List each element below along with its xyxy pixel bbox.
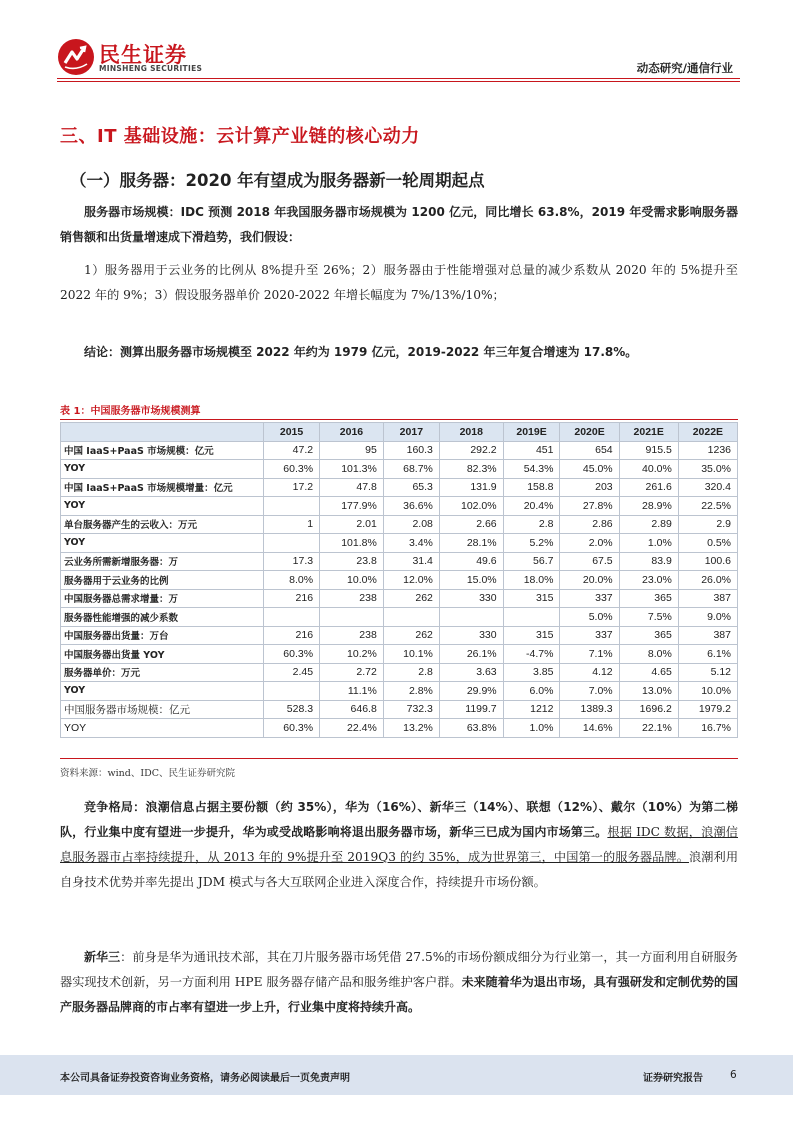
row-label: YOY xyxy=(61,534,264,553)
row-label: 服务器性能增强的减少系数 xyxy=(61,608,264,627)
table-row xyxy=(61,441,738,460)
table-cell: 330 xyxy=(439,589,503,608)
table-cell: 915.5 xyxy=(619,441,678,460)
table-cell: 2.01 xyxy=(320,515,384,534)
header-cell-year: 2019E xyxy=(503,423,560,442)
table-cell: 10.1% xyxy=(383,645,439,664)
table-cell: 315 xyxy=(503,626,560,645)
footer-disclaimer: 本公司具备证券投资咨询业务资格，请务必阅读最后一页免责声明 xyxy=(60,1073,350,1084)
table-cell: 654 xyxy=(560,441,619,460)
row-label: 中国 IaaS+PaaS 市场规模：亿元 xyxy=(61,441,264,460)
table-cell: 5.2% xyxy=(503,534,560,553)
table-cell: 20.0% xyxy=(560,571,619,590)
row-label: 服务器单价：万元 xyxy=(61,663,264,682)
table-cell: 337 xyxy=(560,589,619,608)
table-cell xyxy=(264,682,320,701)
row-label: 中国服务器出货量 YOY xyxy=(61,645,264,664)
table-cell: 16.7% xyxy=(678,719,737,738)
table-bottom-rule xyxy=(60,758,738,759)
table-cell: 387 xyxy=(678,626,737,645)
table-cell: 22.4% xyxy=(320,719,384,738)
header-cell-year: 2022E xyxy=(678,423,737,442)
header-divider xyxy=(57,78,740,79)
competition-normal: 浪潮利用自身技术优势并率先提出 JDM 模式与各大互联网企业进入深度合作，持续提升市场份额。 xyxy=(60,850,739,889)
row-label: 服务器用于云业务的比例 xyxy=(61,571,264,590)
table-cell: 22.5% xyxy=(678,497,737,516)
paragraph-competition xyxy=(60,795,738,895)
h3c-lead: 新华三 xyxy=(84,950,121,964)
table-cell: 63.8% xyxy=(439,719,503,738)
table-cell: 1236 xyxy=(678,441,737,460)
table-cell: 15.0% xyxy=(439,571,503,590)
row-label: 中国服务器出货量：万台 xyxy=(61,626,264,645)
table-row xyxy=(61,589,738,608)
table-cell: 12.0% xyxy=(383,571,439,590)
row-label: 中国服务器市场规模：亿元 xyxy=(61,700,264,719)
table-cell: 646.8 xyxy=(320,700,384,719)
table-cell: 27.8% xyxy=(560,497,619,516)
table-cell: 13.2% xyxy=(383,719,439,738)
table-cell: 101.3% xyxy=(320,460,384,479)
table-cell: 95 xyxy=(320,441,384,460)
table-cell: 10.0% xyxy=(320,571,384,590)
table-cell xyxy=(320,608,384,627)
header-cell-year: 2020E xyxy=(560,423,619,442)
table-cell: 337 xyxy=(560,626,619,645)
table-cell: 4.65 xyxy=(619,663,678,682)
competition-underlined: 根据 IDC 数据，浪潮信息服务器市占率持续提升，从 2013 年的 9%提升至 2019Q3 的约 35%，成为世界第三，中国第一的服务器品牌。 xyxy=(60,825,738,864)
table-cell: 1.0% xyxy=(503,719,560,738)
table-cell: 177.9% xyxy=(320,497,384,516)
table-cell: 3.85 xyxy=(503,663,560,682)
table-cell: 102.0% xyxy=(439,497,503,516)
table-cell: 67.5 xyxy=(560,552,619,571)
table-cell: 40.0% xyxy=(619,460,678,479)
table-cell: 216 xyxy=(264,626,320,645)
table-cell xyxy=(383,608,439,627)
table-cell: 7.0% xyxy=(560,682,619,701)
row-label: YOY xyxy=(61,719,264,738)
table-cell: 17.3 xyxy=(264,552,320,571)
table-row xyxy=(61,460,738,479)
header-cell-year: 2018 xyxy=(439,423,503,442)
table-cell: 216 xyxy=(264,589,320,608)
table-cell: 0.5% xyxy=(678,534,737,553)
table-cell: 29.9% xyxy=(439,682,503,701)
header-divider-thin xyxy=(57,81,740,82)
paragraph-market-size xyxy=(60,200,738,250)
table-cell: 528.3 xyxy=(264,700,320,719)
table-cell: 35.0% xyxy=(678,460,737,479)
table-cell: 365 xyxy=(619,589,678,608)
table-cell: 1212 xyxy=(503,700,560,719)
header-cell-year: 2017 xyxy=(383,423,439,442)
table-cell: 3.63 xyxy=(439,663,503,682)
table-row xyxy=(61,608,738,627)
table-cell: 60.3% xyxy=(264,645,320,664)
table-cell: 36.6% xyxy=(383,497,439,516)
conclusion-text: 结论：测算出服务器市场规模至 2022 年约为 1979 亿元，2019-2022 年三年复合增速为 17.8%。 xyxy=(84,345,638,359)
table-cell xyxy=(264,497,320,516)
table-cell: 82.3% xyxy=(439,460,503,479)
footer-report-type: 证券研究报告 xyxy=(643,1073,703,1084)
table-cell: 47.8 xyxy=(320,478,384,497)
table-cell: 10.0% xyxy=(678,682,737,701)
table-cell: 2.72 xyxy=(320,663,384,682)
table-cell: 732.3 xyxy=(383,700,439,719)
table-row xyxy=(61,700,738,719)
table-cell: 31.4 xyxy=(383,552,439,571)
row-label: YOY xyxy=(61,682,264,701)
table-cell: 203 xyxy=(560,478,619,497)
h3c-normal: ：前身是华为通讯技术部，其在刀片服务器市场凭借 27.5%的市场份额成细分为行业第一，其一方面利用自研服务器实现技术创新，另一方面利用 HPE 服务器存储产品和服务维护客户群。 xyxy=(60,950,738,989)
table-cell: 1696.2 xyxy=(619,700,678,719)
page-number: 6 xyxy=(730,1069,737,1081)
table-cell: 68.7% xyxy=(383,460,439,479)
table-cell: 60.3% xyxy=(264,719,320,738)
table-cell: 1.0% xyxy=(619,534,678,553)
table-row xyxy=(61,682,738,701)
table-cell: 4.12 xyxy=(560,663,619,682)
h3c-outlook: 未来随着华为退出市场，具有强研发和定制优势的国产服务器品牌商的市占率有望进一步上升，行业集中度将持续升高。 xyxy=(60,975,738,1014)
table-row xyxy=(61,515,738,534)
table-cell: 28.9% xyxy=(619,497,678,516)
table-cell: 60.3% xyxy=(264,460,320,479)
table-row xyxy=(61,626,738,645)
table-cell: 28.1% xyxy=(439,534,503,553)
table-cell: 1199.7 xyxy=(439,700,503,719)
table-cell: 1389.3 xyxy=(560,700,619,719)
table-cell: 65.3 xyxy=(383,478,439,497)
table-row xyxy=(61,534,738,553)
market-size-text: 服务器市场规模：IDC 预测 2018 年我国服务器市场规模为 1200 亿元，同比增长 63.8%，2019 年受需求影响服务器销售额和出货量增速成下滑趋势，我们假设： xyxy=(60,205,738,244)
table-cell: 47.2 xyxy=(264,441,320,460)
table-row xyxy=(61,663,738,682)
header-cell-year: 2016 xyxy=(320,423,384,442)
table-cell: 101.8% xyxy=(320,534,384,553)
table-cell: 23.8 xyxy=(320,552,384,571)
table-cell: 387 xyxy=(678,589,737,608)
row-label: 中国 IaaS+PaaS 市场规模增量：亿元 xyxy=(61,478,264,497)
table-cell: 292.2 xyxy=(439,441,503,460)
table-cell xyxy=(503,608,560,627)
table-cell: 49.6 xyxy=(439,552,503,571)
table-cell: 17.2 xyxy=(264,478,320,497)
table-cell: 1 xyxy=(264,515,320,534)
table-cell: 10.2% xyxy=(320,645,384,664)
table-cell: 3.4% xyxy=(383,534,439,553)
table-cell: 8.0% xyxy=(619,645,678,664)
section-title: 三、IT 基础设施：云计算产业链的核心动力 xyxy=(60,126,420,147)
table-cell: 7.5% xyxy=(619,608,678,627)
paragraph-assumptions: 1）服务器用于云业务的比例从 8%提升至 26%；2）服务器由于性能增强对总量的减少系数从 2020 年的 5%提升至 2022 年的 9%；3）假设服务器单价 2020-2022 年增长幅度为 7%/13%/10%； xyxy=(60,263,738,302)
table-cell: 158.8 xyxy=(503,478,560,497)
table-cell: 6.0% xyxy=(503,682,560,701)
table-cell: 45.0% xyxy=(560,460,619,479)
header-cell-label xyxy=(61,423,264,442)
table-title: 表 1：中国服务器市场规模测算 xyxy=(60,406,201,417)
table-cell: 14.6% xyxy=(560,719,619,738)
table-cell: 160.3 xyxy=(383,441,439,460)
table-top-rule xyxy=(60,419,738,420)
table-cell: 54.3% xyxy=(503,460,560,479)
table-cell: 22.1% xyxy=(619,719,678,738)
table-cell: 2.86 xyxy=(560,515,619,534)
logo-name-cn: 民生证券 xyxy=(99,43,187,67)
table-cell: 261.6 xyxy=(619,478,678,497)
table-cell: 26.1% xyxy=(439,645,503,664)
table-cell xyxy=(264,534,320,553)
header-cell-year: 2021E xyxy=(619,423,678,442)
row-label: 云业务所需新增服务器：万 xyxy=(61,552,264,571)
table-row xyxy=(61,719,738,738)
row-label: YOY xyxy=(61,497,264,516)
table-cell: 5.0% xyxy=(560,608,619,627)
table-source: 资料来源：wind、IDC、民生证券研究院 xyxy=(60,768,236,779)
logo-name-en: MINSHENG SECURITIES xyxy=(99,64,203,73)
table-cell: 365 xyxy=(619,626,678,645)
table-cell: 2.9 xyxy=(678,515,737,534)
table-cell: 20.4% xyxy=(503,497,560,516)
paragraph-conclusion xyxy=(60,340,738,365)
document-category: 动态研究/通信行业 xyxy=(636,61,733,75)
table-cell: 5.12 xyxy=(678,663,737,682)
table-cell: 320.4 xyxy=(678,478,737,497)
table-cell: 9.0% xyxy=(678,608,737,627)
table-cell: 262 xyxy=(383,626,439,645)
logo-icon xyxy=(57,38,95,76)
row-label: 中国服务器总需求增量：万 xyxy=(61,589,264,608)
table-cell: 315 xyxy=(503,589,560,608)
table-cell: 11.1% xyxy=(320,682,384,701)
table-cell: 2.89 xyxy=(619,515,678,534)
table-cell: 83.9 xyxy=(619,552,678,571)
table-row xyxy=(61,645,738,664)
header-cell-year: 2015 xyxy=(264,423,320,442)
table-cell: 6.1% xyxy=(678,645,737,664)
row-label: 单台服务器产生的云收入：万元 xyxy=(61,515,264,534)
table-cell: 2.8% xyxy=(383,682,439,701)
table-cell: 2.8 xyxy=(503,515,560,534)
table-row xyxy=(61,571,738,590)
competition-bold: 竞争格局：浪潮信息占据主要份额（约 35%），华为（16%）、新华三（14%）、联想（12%）、戴尔（10%）为第二梯队，行业集中度有望进一步提升，华为或受战略影响将退出服务器市场，新华三已成为国内市场第三。 xyxy=(60,800,738,839)
table-cell: 238 xyxy=(320,626,384,645)
table-cell: 8.0% xyxy=(264,571,320,590)
server-market-table xyxy=(60,422,738,738)
table-cell: 23.0% xyxy=(619,571,678,590)
table-row xyxy=(61,497,738,516)
table-cell: 26.0% xyxy=(678,571,737,590)
table-cell: 451 xyxy=(503,441,560,460)
table-cell: 7.1% xyxy=(560,645,619,664)
table-cell: 56.7 xyxy=(503,552,560,571)
table-cell xyxy=(439,608,503,627)
table-cell: 1979.2 xyxy=(678,700,737,719)
paragraph-h3c xyxy=(60,945,738,1020)
table-cell: 2.08 xyxy=(383,515,439,534)
table-row xyxy=(61,478,738,497)
table-cell xyxy=(264,608,320,627)
table-cell: 131.9 xyxy=(439,478,503,497)
table-cell: 330 xyxy=(439,626,503,645)
table-cell: 13.0% xyxy=(619,682,678,701)
table-cell: 238 xyxy=(320,589,384,608)
table-header-row xyxy=(61,423,738,442)
table-cell: 100.6 xyxy=(678,552,737,571)
table-cell: 2.45 xyxy=(264,663,320,682)
table-cell: -4.7% xyxy=(503,645,560,664)
subsection-title: （一）服务器：2020 年有望成为服务器新一轮周期起点 xyxy=(70,171,485,190)
table-cell: 2.0% xyxy=(560,534,619,553)
table-cell: 262 xyxy=(383,589,439,608)
table-cell: 2.8 xyxy=(383,663,439,682)
row-label: YOY xyxy=(61,460,264,479)
table-cell: 2.66 xyxy=(439,515,503,534)
table-cell: 18.0% xyxy=(503,571,560,590)
table-row xyxy=(61,552,738,571)
